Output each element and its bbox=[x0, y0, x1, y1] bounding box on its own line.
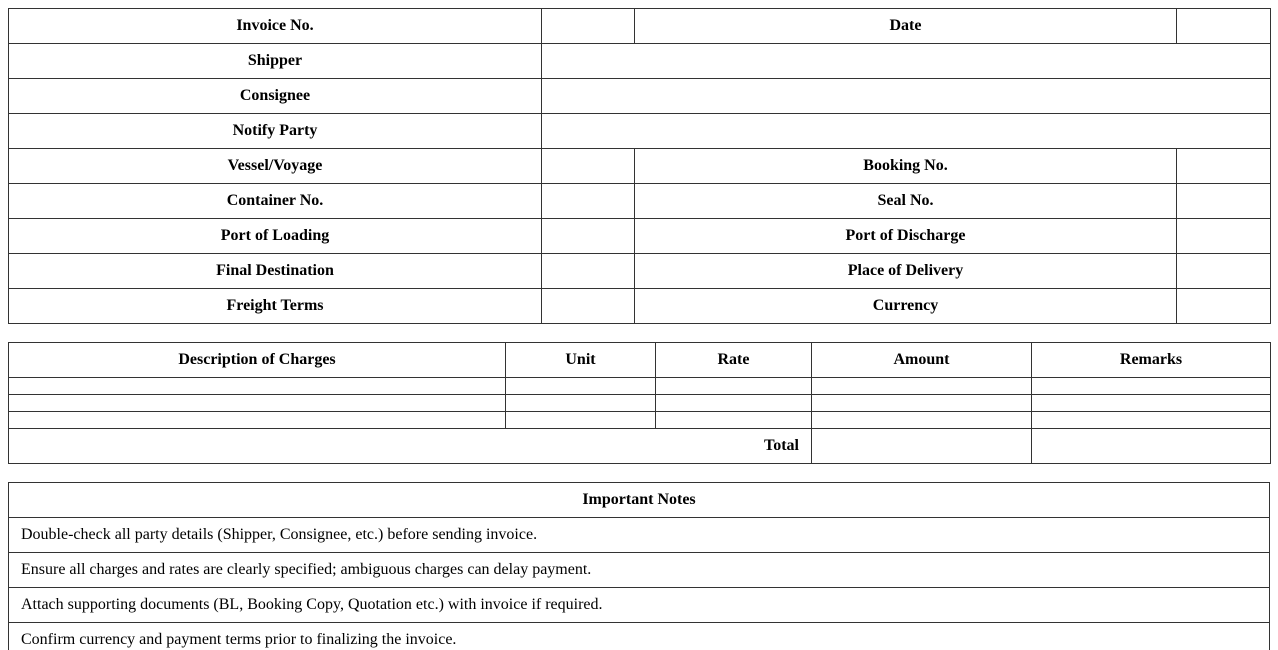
charge-rate-field[interactable] bbox=[656, 395, 812, 412]
total-label: Total bbox=[9, 429, 812, 464]
charges-table bbox=[8, 342, 1271, 464]
charge-rate-field[interactable] bbox=[656, 378, 812, 395]
note-item: Attach supporting documents (BL, Booking Copy, Quotation etc.) with invoice if required. bbox=[9, 588, 1270, 623]
amount-header: Amount bbox=[812, 343, 1032, 378]
port-of-loading-field[interactable] bbox=[542, 219, 635, 254]
row-ports bbox=[9, 219, 1271, 254]
note-row bbox=[9, 553, 1270, 588]
date-label: Date bbox=[635, 9, 1177, 44]
charge-unit-field[interactable] bbox=[506, 378, 656, 395]
charge-remarks-field[interactable] bbox=[1032, 378, 1271, 395]
notify-party-field[interactable] bbox=[542, 114, 1271, 149]
row-invoice-date bbox=[9, 9, 1271, 44]
charge-amount-field[interactable] bbox=[812, 395, 1032, 412]
shipment-info-table bbox=[8, 8, 1271, 324]
charge-unit-field[interactable] bbox=[506, 412, 656, 429]
charge-description-field[interactable] bbox=[9, 378, 506, 395]
final-destination-label: Final Destination bbox=[9, 254, 542, 289]
freight-terms-label: Freight Terms bbox=[9, 289, 542, 324]
charge-rate-field[interactable] bbox=[656, 412, 812, 429]
port-of-loading-label: Port of Loading bbox=[9, 219, 542, 254]
row-freight-currency bbox=[9, 289, 1271, 324]
note-item: Confirm currency and payment terms prior to finalizing the invoice. bbox=[9, 623, 1270, 650]
container-no-field[interactable] bbox=[542, 184, 635, 219]
invoice-no-label: Invoice No. bbox=[9, 9, 542, 44]
booking-no-label: Booking No. bbox=[635, 149, 1177, 184]
charge-row bbox=[9, 378, 1271, 395]
charge-amount-field[interactable] bbox=[812, 378, 1032, 395]
rate-header: Rate bbox=[656, 343, 812, 378]
booking-no-field[interactable] bbox=[1177, 149, 1271, 184]
seal-no-label: Seal No. bbox=[635, 184, 1177, 219]
unit-header: Unit bbox=[506, 343, 656, 378]
date-field[interactable] bbox=[1177, 9, 1271, 44]
notify-party-label: Notify Party bbox=[9, 114, 542, 149]
charge-description-field[interactable] bbox=[9, 395, 506, 412]
invoice-no-field[interactable] bbox=[542, 9, 635, 44]
shipper-field[interactable] bbox=[542, 44, 1271, 79]
important-notes-title: Important Notes bbox=[9, 483, 1270, 518]
charge-unit-field[interactable] bbox=[506, 395, 656, 412]
total-row bbox=[9, 429, 1271, 464]
charge-remarks-field[interactable] bbox=[1032, 412, 1271, 429]
charge-amount-field[interactable] bbox=[812, 412, 1032, 429]
freight-terms-field[interactable] bbox=[542, 289, 635, 324]
shipper-label: Shipper bbox=[9, 44, 542, 79]
note-item: Ensure all charges and rates are clearly specified; ambiguous charges can delay payment. bbox=[9, 553, 1270, 588]
notes-header-row bbox=[9, 483, 1270, 518]
note-item: Double-check all party details (Shipper, Consignee, etc.) before sending invoice. bbox=[9, 518, 1270, 553]
port-of-discharge-field[interactable] bbox=[1177, 219, 1271, 254]
consignee-label: Consignee bbox=[9, 79, 542, 114]
vessel-voyage-field[interactable] bbox=[542, 149, 635, 184]
seal-no-field[interactable] bbox=[1177, 184, 1271, 219]
row-notify-party bbox=[9, 114, 1271, 149]
note-row bbox=[9, 588, 1270, 623]
place-of-delivery-label: Place of Delivery bbox=[635, 254, 1177, 289]
note-row bbox=[9, 623, 1270, 650]
remarks-header: Remarks bbox=[1032, 343, 1271, 378]
important-notes-table bbox=[8, 482, 1270, 650]
container-no-label: Container No. bbox=[9, 184, 542, 219]
place-of-delivery-field[interactable] bbox=[1177, 254, 1271, 289]
total-amount-field[interactable] bbox=[812, 429, 1032, 464]
charge-row bbox=[9, 412, 1271, 429]
currency-label: Currency bbox=[635, 289, 1177, 324]
final-destination-field[interactable] bbox=[542, 254, 635, 289]
charges-header-row bbox=[9, 343, 1271, 378]
row-vessel-booking bbox=[9, 149, 1271, 184]
description-header: Description of Charges bbox=[9, 343, 506, 378]
charge-row bbox=[9, 395, 1271, 412]
charge-remarks-field[interactable] bbox=[1032, 395, 1271, 412]
row-shipper bbox=[9, 44, 1271, 79]
row-destination-delivery bbox=[9, 254, 1271, 289]
charge-description-field[interactable] bbox=[9, 412, 506, 429]
port-of-discharge-label: Port of Discharge bbox=[635, 219, 1177, 254]
row-container-seal bbox=[9, 184, 1271, 219]
currency-field[interactable] bbox=[1177, 289, 1271, 324]
total-remarks-field[interactable] bbox=[1032, 429, 1271, 464]
vessel-voyage-label: Vessel/Voyage bbox=[9, 149, 542, 184]
note-row bbox=[9, 518, 1270, 553]
row-consignee bbox=[9, 79, 1271, 114]
consignee-field[interactable] bbox=[542, 79, 1271, 114]
